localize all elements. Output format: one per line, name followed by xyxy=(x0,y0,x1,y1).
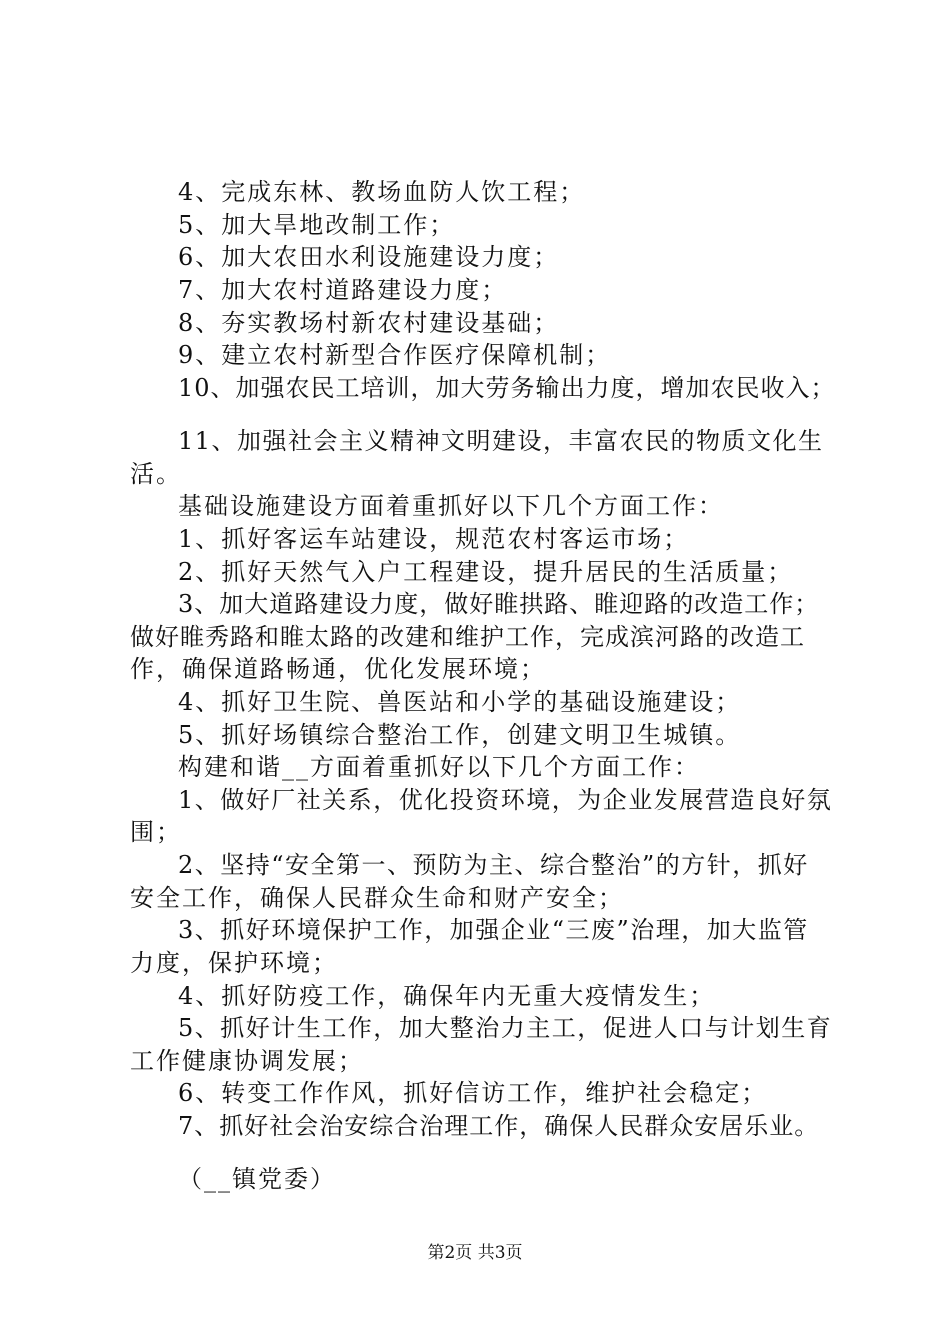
paragraph-line: 7、加大农村道路建设力度； xyxy=(178,276,508,304)
paragraph-line: 11、加强社会主义精神文明建设，丰富农民的物质文化生 xyxy=(178,427,824,455)
paragraph-line: 作，确保道路畅通，优化发展环境； xyxy=(130,655,546,683)
paragraph-line: 5、加大旱地改制工作； xyxy=(178,211,456,239)
paragraph-line: 5、抓好场镇综合整治工作，创建文明卫生城镇。 xyxy=(178,721,742,749)
paragraph-line: 2、坚持“安全第一、预防为主、综合整治”的方针，抓好 xyxy=(178,851,809,879)
paragraph-line: 4、抓好防疫工作，确保年内无重大疫情发生； xyxy=(178,982,716,1010)
paragraph-line: 8、夯实教场村新农村建设基础； xyxy=(178,309,560,337)
paragraph-line: 7、抓好社会治安综合治理工作，确保人民群众安居乐业。 xyxy=(178,1112,820,1140)
paragraph-line: 围； xyxy=(130,818,182,846)
paragraph-line: 3、抓好环境保护工作，加强企业“三废”治理，加大监管 xyxy=(178,916,809,944)
paragraph-line: 工作健康协调发展； xyxy=(130,1047,364,1075)
signature-line: （__镇党委） xyxy=(178,1165,336,1193)
page-number-footer: 第2页 共3页 xyxy=(427,1243,523,1263)
paragraph-line: 9、建立农村新型合作医疗保障机制； xyxy=(178,341,612,369)
paragraph-line: 做好睢秀路和睢太路的改建和维护工作，完成滨河路的改造工 xyxy=(130,623,805,651)
paragraph-line: 1、做好厂社关系，优化投资环境，为企业发展营造良好氛 xyxy=(178,786,833,814)
paragraph-line: 2、抓好天然气入户工程建设，提升居民的生活质量； xyxy=(178,558,794,586)
paragraph-line: 3、加大道路建设力度，做好睢拱路、睢迎路的改造工作； xyxy=(178,590,820,618)
section-heading: 构建和谐__方面着重抓好以下几个方面工作： xyxy=(178,753,700,781)
paragraph-line: 6、转变工作作风，抓好信访工作，维护社会稳定； xyxy=(178,1079,768,1107)
paragraph-line: 5、抓好计生工作，加大整治力主工，促进人口与计划生育 xyxy=(178,1014,833,1042)
paragraph-line: 10、加强农民工培训，加大劳务输出力度，增加农民收入； xyxy=(178,374,836,402)
paragraph-line: 安全工作，确保人民群众生命和财产安全； xyxy=(130,884,624,912)
paragraph-line: 活。 xyxy=(130,460,182,488)
section-heading: 基础设施建设方面着重抓好以下几个方面工作： xyxy=(178,492,724,520)
paragraph-line: 力度，保护环境； xyxy=(130,949,338,977)
paragraph-line: 4、完成东林、教场血防人饮工程； xyxy=(178,178,586,206)
paragraph-line: 6、加大农田水利设施建设力度； xyxy=(178,243,560,271)
paragraph-line: 1、抓好客运车站建设，规范农村客运市场； xyxy=(178,525,690,553)
paragraph-line: 4、抓好卫生院、兽医站和小学的基础设施建设； xyxy=(178,688,742,716)
